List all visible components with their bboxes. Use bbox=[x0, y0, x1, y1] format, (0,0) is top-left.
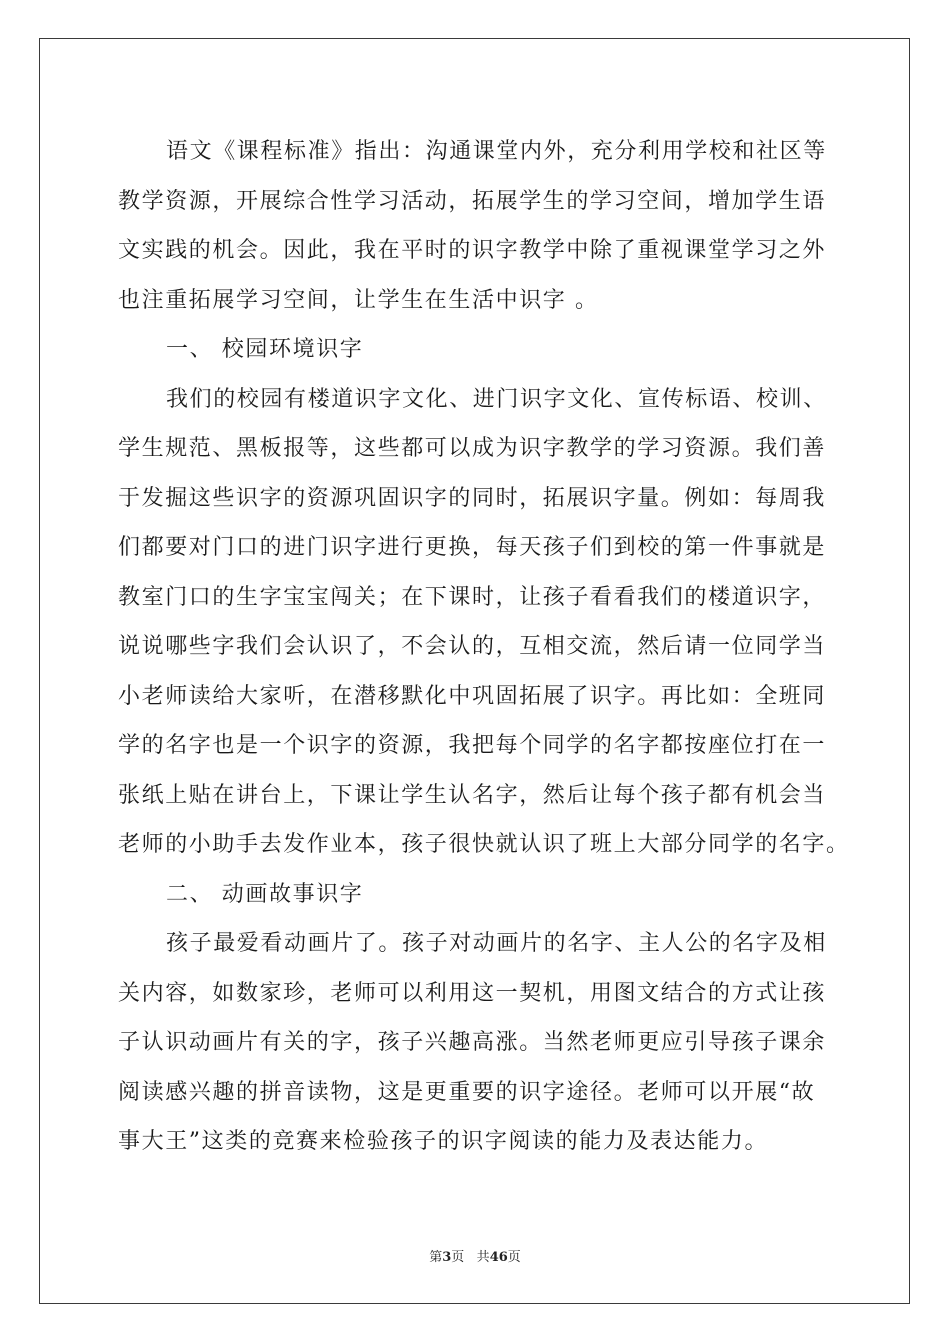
text-line: 关内容，如数家珍，老师可以利用这一契机，用图文结合的方式让孩 bbox=[118, 980, 827, 1006]
text-line: 也注重拓展学习空间，让学生在生活中识字 。 bbox=[118, 287, 599, 313]
text-line: 于发掘这些识字的资源巩固识字的同时，拓展识字量。例如：每周我 bbox=[118, 485, 827, 511]
text-line: 小老师读给大家听，在潜移默化中巩固拓展了识字。再比如：全班同 bbox=[118, 683, 827, 709]
footer-prefix: 第 bbox=[429, 1250, 443, 1265]
text-line: 说说哪些字我们会认识了，不会认的，互相交流，然后请一位同学当 bbox=[118, 634, 827, 659]
footer-total-suffix: 页 bbox=[507, 1250, 521, 1265]
text-line: 事大王”这类的竞赛来检验孩子的识字阅读的能力及表达能力。 bbox=[118, 1129, 769, 1154]
text-line: 我们的校园有楼道识字文化、进门识字文化、宣传标语、校训、 bbox=[166, 386, 827, 412]
footer-total-prefix: 共 bbox=[476, 1250, 490, 1265]
footer-current-page: 3 bbox=[442, 1250, 452, 1265]
text-line: 孩子最爱看动画片了。孩子对动画片的名字、主人公的名字及相 bbox=[166, 931, 827, 956]
document-body bbox=[118, 127, 850, 1167]
text-line: 阅读感兴趣的拼音读物，这是更重要的识字途径。老师可以开展“故 bbox=[118, 1079, 816, 1105]
text-line: 子认识动画片有关的字，孩子兴趣高涨。当然老师更应引导孩子课余 bbox=[118, 1030, 827, 1055]
footer-total-pages: 46 bbox=[489, 1250, 508, 1265]
text-line: 教室门口的生字宝宝闯关；在下课时，让孩子看看我们的楼道识字， bbox=[118, 584, 827, 610]
text-line: 语文《课程标准》指出：沟通课堂内外，充分利用学校和社区等 bbox=[166, 139, 827, 164]
text-line: 张纸上贴在讲台上，下课让学生认名字，然后让每个孩子都有机会当 bbox=[118, 782, 827, 808]
text-line: 们都要对门口的进门识字进行更换，每天孩子们到校的第一件事就是 bbox=[118, 535, 827, 560]
page-footer bbox=[0, 1246, 950, 1265]
text-line: 二、 动画故事识字 bbox=[166, 881, 364, 907]
text-line: 一、 校园环境识字 bbox=[166, 337, 364, 362]
text-line: 学生规范、黑板报等，这些都可以成为识字教学的学习资源。我们善 bbox=[118, 436, 827, 461]
text-line: 老师的小助手去发作业本，孩子很快就认识了班上大部分同学的名字。 bbox=[118, 832, 850, 857]
text-line: 学的名字也是一个识字的资源，我把每个同学的名字都按座位打在一 bbox=[118, 733, 827, 758]
footer-page-word: 页 bbox=[451, 1250, 465, 1265]
text-line: 文实践的机会。因此，我在平时的识字教学中除了重视课堂学习之外 bbox=[118, 238, 827, 263]
text-line: 教学资源，开展综合性学习活动，拓展学生的学习空间，增加学生语 bbox=[118, 188, 827, 214]
